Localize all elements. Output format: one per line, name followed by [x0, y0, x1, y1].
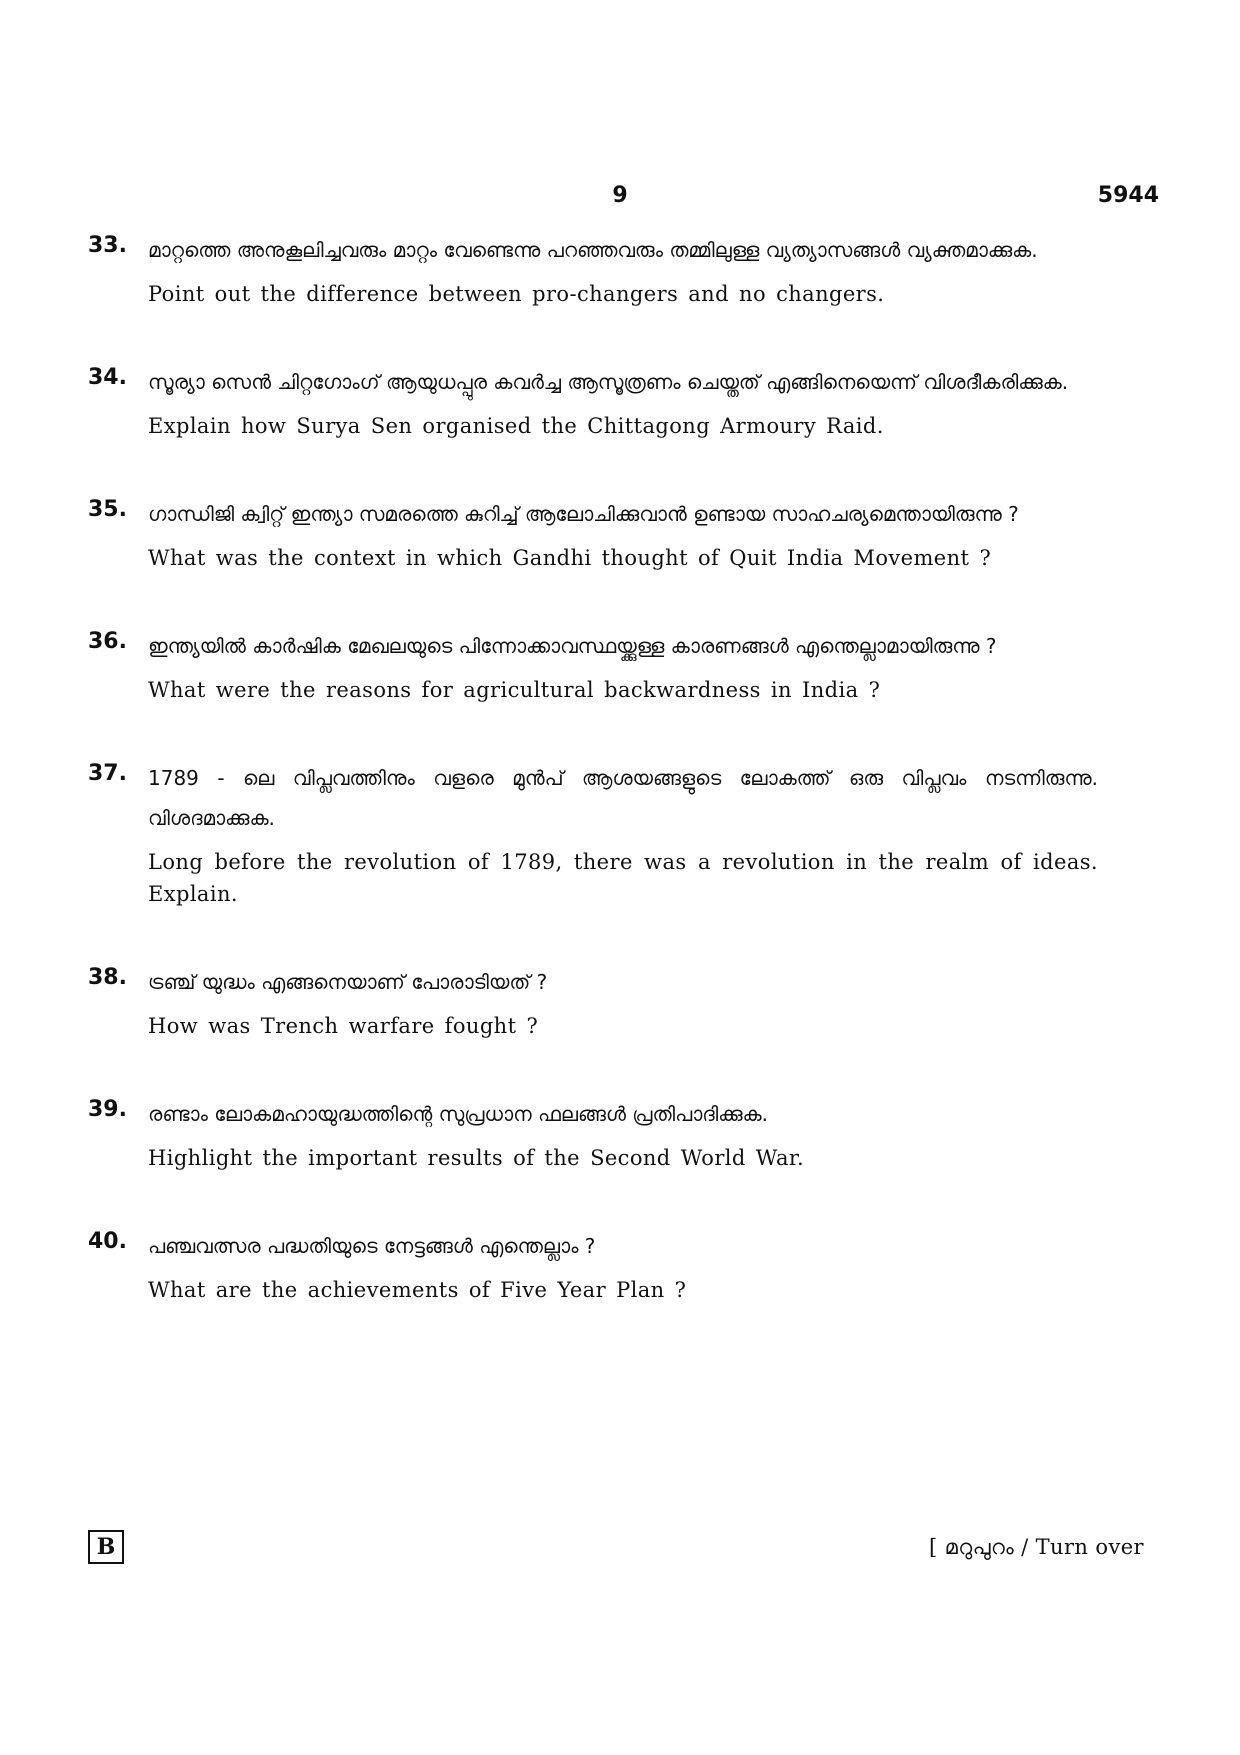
- question-39: [88, 1094, 1098, 1174]
- question-text-english: Highlight the important results of the Second World War.: [148, 1146, 805, 1170]
- question-34: [88, 362, 1098, 442]
- question-text-english: What were the reasons for agricultural backwardness in India ?: [148, 678, 881, 702]
- paper-code: 5944: [1097, 183, 1159, 208]
- question-number: 37.: [88, 761, 127, 786]
- question-number: 38.: [88, 965, 127, 990]
- question-text-english: Point out the difference between pro-changers and no changers.: [148, 282, 885, 306]
- question-text-english: Explain how Surya Sen organised the Chittagong Armoury Raid.: [148, 414, 884, 438]
- question-number: 35.: [88, 497, 127, 522]
- series-code-box: B: [88, 1530, 124, 1564]
- question-text-malayalam: സൂര്യാ സെൻ ചിറ്റഗോംഗ് ആയുധപ്പുര കവർച്ച ആസൂത്രണം ചെയ്തത് എങ്ങിനെയെന്ന് വിശദീകരിക്കുക.: [148, 370, 1069, 394]
- question-40: [88, 1226, 1098, 1306]
- question-36: [88, 626, 1098, 706]
- question-number: 40.: [88, 1229, 127, 1254]
- question-38: [88, 962, 1098, 1042]
- question-text-malayalam: മാറ്റത്തെ അനുകൂലിച്ചവരും മാറ്റം വേണ്ടെന്നു പറഞ്ഞവരും തമ്മിലുള്ള വ്യത്യാസങ്ങൾ വ്യക്തമാക്കുക.: [148, 238, 1038, 262]
- turn-over-note: [ മറുപുറം / Turn over: [929, 1535, 1144, 1559]
- question-number: 39.: [88, 1097, 127, 1122]
- question-number: 34.: [88, 365, 127, 390]
- question-number: 36.: [88, 629, 127, 654]
- question-35: [88, 494, 1098, 574]
- question-text-english: How was Trench warfare fought ?: [148, 1014, 539, 1038]
- question-text-english: What was the context in which Gandhi thought of Quit India Movement ?: [148, 546, 992, 570]
- page-number: 9: [612, 183, 628, 208]
- question-text-malayalam: ട്രഞ്ച് യുദ്ധം എങ്ങനെയാണ് പോരാടിയത് ?: [148, 970, 548, 994]
- question-text-malayalam: 1789 - ലെ വിപ്ലവത്തിനും വളരെ മുൻപ് ആശയങ്ങളുടെ ലോകത്ത് ഒരു വിപ്ലവം നടന്നിരുന്നു. വിശദമാക്കുക.: [148, 766, 1098, 830]
- question-text-malayalam: ഇന്ത്യയിൽ കാർഷിക മേഖലയുടെ പിന്നോക്കാവസ്ഥയ്ക്കുള്ള കാരണങ്ങൾ എന്തെല്ലാമായിരുന്നു ?: [148, 634, 997, 658]
- question-text-malayalam: രണ്ടാം ലോകമഹായുദ്ധത്തിന്റെ സുപ്രധാന ഫലങ്ങൾ പ്രതിപാദിക്കുക.: [148, 1102, 768, 1126]
- question-33: [88, 230, 1098, 310]
- question-text-english: Long before the revolution of 1789, there was a revolution in the realm of ideas. Explain.: [148, 850, 1098, 906]
- question-text-malayalam: ഗാന്ധിജി ക്വിറ്റ് ഇന്ത്യാ സമരത്തെ കുറിച്ച് ആലോചിക്കുവാൻ ഉണ്ടായ സാഹചര്യമെന്തായിരുന്നു ?: [148, 502, 1019, 526]
- question-text-english: What are the achievements of Five Year Plan ?: [148, 1278, 687, 1302]
- question-list: [88, 230, 1098, 1358]
- question-text-malayalam: പഞ്ചവത്സര പദ്ധതിയുടെ നേട്ടങ്ങൾ എന്തെല്ലാം ?: [148, 1234, 596, 1258]
- question-37: [88, 758, 1098, 910]
- question-number: 33.: [88, 233, 127, 258]
